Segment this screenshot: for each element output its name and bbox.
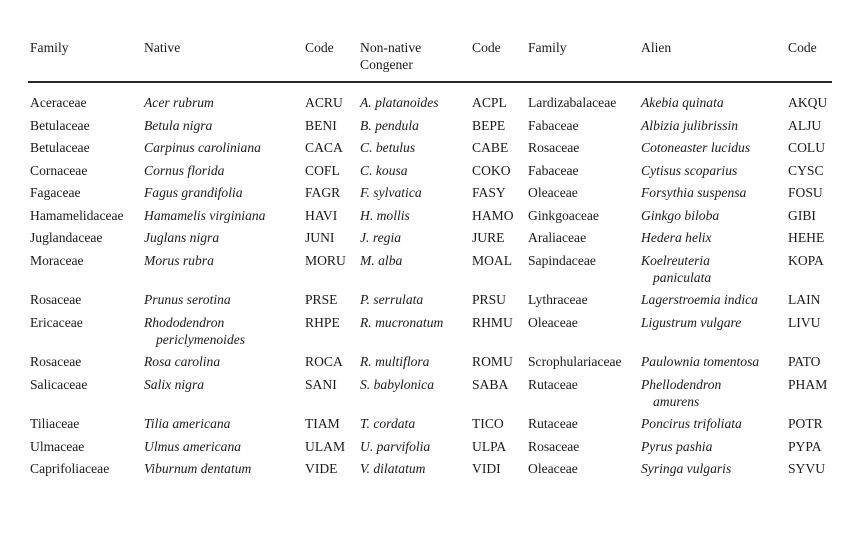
cell-native [142,460,303,483]
cell-code-native: JUNI [305,230,335,245]
table-header-row [28,36,832,82]
cell-code-congener: CABE [472,140,509,155]
cell-congener: T. cordata [360,416,416,431]
cell-native-line: Prunus serotina [144,292,231,307]
cell-native [142,415,303,438]
cell-native [142,207,303,230]
table-row [28,117,832,140]
cell-alien-line: Syringa vulgaris [641,461,732,476]
cell-code-alien: PATO [788,354,821,369]
cell-alien-line: Paulownia tomentosa [641,354,760,369]
cell-code-native: VIDE [305,461,338,476]
table-body [28,82,832,483]
cell-alien [639,162,786,185]
cell-code-congener: ACPL [472,95,507,110]
cell-native [142,117,303,140]
cell-alien [639,415,786,438]
cell-native [142,376,303,416]
cell-native [142,82,303,117]
cell-congener: S. babylonica [360,376,434,392]
cell-code-alien: SYVU [788,461,826,476]
cell-code-alien: LIVU [788,314,821,330]
cell-code-native: RHPE [305,314,340,330]
table-row [28,415,832,438]
cell-native [142,291,303,314]
cell-code-congener: RHMU [472,314,513,330]
header-family: Family [30,40,69,55]
cell-code-congener: COKO [472,162,511,178]
cell-alien-line: Albizia julibrissin [641,117,739,133]
cell-alien-family: Rutaceae [528,416,578,431]
cell-alien-family: Oleaceae [528,185,578,200]
cell-alien-line: Forsythia suspensa [641,185,747,200]
cell-code-congener: MOAL [472,252,513,268]
header-congener [358,36,470,82]
cell-congener: R. mucronatum [360,314,444,330]
cell-code-congener: PRSU [472,292,507,307]
cell-alien-line: Ginkgo biloba [641,207,720,223]
cell-code-congener: ROMU [472,354,513,369]
header-alien-family: Family [528,40,567,55]
cell-alien [639,184,786,207]
header-congener-line2: Congener [360,57,413,72]
cell-native [142,314,303,354]
cell-alien-family: Rosaceae [528,140,580,155]
cell-family: Cornaceae [30,162,88,178]
cell-code-alien: HEHE [788,230,825,245]
table-row [28,353,832,376]
table-row [28,291,832,314]
cell-alien-family: Fabaceae [528,162,579,178]
table-row [28,207,832,230]
cell-native-line: Rosa carolina [144,354,221,369]
cell-congener: R. multiflora [360,354,430,369]
table-row [28,162,832,185]
cell-family: Rosaceae [30,292,82,307]
cell-alien-family: Oleaceae [528,314,578,330]
cell-code-native: PRSE [305,292,338,307]
cell-code-alien: PHAM [788,376,828,392]
cell-alien-family: Ginkgoaceae [528,207,599,223]
cell-native [142,162,303,185]
table-row [28,460,832,483]
cell-native [142,252,303,292]
cell-code-native: COFL [305,162,340,178]
cell-code-congener: BEPE [472,117,506,133]
cell-code-alien: CYSC [788,162,824,178]
cell-native [142,229,303,252]
cell-congener: H. mollis [360,207,410,223]
cell-family: Tiliaceae [30,416,80,431]
cell-congener: C. betulus [360,140,416,155]
cell-native-line: Tilia americana [144,416,231,431]
cell-code-native: ACRU [305,95,343,110]
header-code-native: Code [305,40,334,55]
cell-native [142,184,303,207]
cell-congener: J. regia [360,230,402,245]
cell-native-line: Juglans nigra [144,230,220,245]
cell-congener: M. alba [360,252,403,268]
cell-alien-family: Rosaceae [528,438,580,454]
cell-native-line: Acer rubrum [144,95,214,110]
cell-code-native: SANI [305,376,337,392]
cell-congener: B. pendula [360,117,419,133]
cell-alien-line: Cytisus scoparius [641,162,738,178]
cell-alien-family: Oleaceae [528,461,578,476]
cell-alien-line: Pyrus pashia [641,438,713,454]
cell-native [142,438,303,461]
cell-alien [639,291,786,314]
cell-family: Ericaceae [30,314,83,330]
cell-alien-line: Lagerstroemia indica [641,292,758,307]
cell-alien [639,438,786,461]
cell-code-alien: POTR [788,416,823,431]
cell-congener: A. platanoides [360,95,439,110]
cell-family: Ulmaceae [30,438,85,454]
cell-alien-line: paniculata [653,269,712,285]
cell-alien-line: Phellodendron [641,376,722,392]
cell-alien [639,460,786,483]
cell-native-line: Carpinus caroliniana [144,140,261,155]
cell-code-congener: ULPA [472,438,507,454]
cell-congener: V. dilatatum [360,461,426,476]
cell-alien-line: Poncirus trifoliata [641,416,742,431]
cell-alien-line: Koelreuteria [641,252,710,268]
cell-code-congener: SABA [472,376,509,392]
cell-congener: F. sylvatica [360,185,422,200]
cell-native-line: Ulmus americana [144,438,242,454]
cell-family: Caprifoliaceae [30,461,110,476]
cell-code-native: FAGR [305,185,341,200]
cell-family: Rosaceae [30,354,82,369]
cell-native-line: Morus rubra [144,252,214,268]
cell-family: Juglandaceae [30,230,103,245]
table-row [28,139,832,162]
cell-code-alien: FOSU [788,185,823,200]
cell-alien-line: Hedera helix [641,230,712,245]
cell-code-alien: LAIN [788,292,821,307]
cell-code-native: CACA [305,140,343,155]
table-row [28,438,832,461]
cell-code-congener: HAMO [472,207,514,223]
cell-alien-line: Ligustrum vulgare [641,314,742,330]
cell-family: Betulaceae [30,140,90,155]
cell-family: Betulaceae [30,117,90,133]
cell-native [142,139,303,162]
cell-native-line: periclymenoides [156,331,246,347]
cell-alien-family: Araliaceae [528,230,587,245]
cell-alien [639,252,786,292]
cell-code-native: TIAM [305,416,340,431]
cell-code-congener: FASY [472,185,506,200]
cell-alien [639,207,786,230]
cell-native-line: Betula nigra [144,117,213,133]
cell-native [142,353,303,376]
cell-family: Hamamelidaceae [30,207,124,223]
cell-code-native: ROCA [305,354,343,369]
cell-alien [639,139,786,162]
table-row [28,229,832,252]
header-congener-line1: Non-native [360,40,422,55]
table-row [28,314,832,354]
header-native: Native [144,40,181,55]
cell-congener: C. kousa [360,162,408,178]
cell-alien-family: Fabaceae [528,117,579,133]
header-code-congener: Code [472,40,501,55]
cell-native-line: Viburnum dentatum [144,461,252,476]
cell-alien [639,229,786,252]
cell-family: Moraceae [30,252,84,268]
cell-alien [639,376,786,416]
cell-code-alien: KOPA [788,252,824,268]
cell-congener: P. serrulata [360,292,424,307]
cell-native-line: Fagus grandifolia [144,185,243,200]
cell-alien-family: Sapindaceae [528,252,596,268]
cell-code-alien: AKQU [788,95,828,110]
table-row [28,376,832,416]
header-code-alien: Code [788,40,817,55]
cell-alien-family: Rutaceae [528,376,578,392]
cell-code-alien: GIBI [788,207,816,223]
cell-code-native: HAVI [305,207,338,223]
cell-congener: U. parvifolia [360,438,431,454]
cell-family: Salicaceae [30,376,88,392]
header-alien: Alien [641,40,672,55]
cell-alien-line: Akebia quinata [641,95,724,110]
cell-code-alien: COLU [788,140,826,155]
cell-alien-family: Lardizabalaceae [528,95,617,110]
cell-code-alien: PYPA [788,438,822,454]
cell-code-congener: TICO [472,416,504,431]
cell-code-alien: ALJU [788,117,822,133]
cell-native-line: Salix nigra [144,376,205,392]
cell-code-native: MORU [305,252,346,268]
cell-code-congener: JURE [472,230,505,245]
cell-native-line: Hamamelis virginiana [144,207,266,223]
table-row [28,82,832,117]
cell-alien-family: Scrophulariaceae [528,354,622,369]
table-row [28,184,832,207]
cell-code-native: BENI [305,117,337,133]
species-table [28,36,832,483]
cell-family: Fagaceae [30,185,81,200]
table-row [28,252,832,292]
cell-code-native: ULAM [305,438,346,454]
cell-code-congener: VIDI [472,461,501,476]
cell-alien-line: Cotoneaster lucidus [641,140,751,155]
cell-alien [639,353,786,376]
cell-alien-line: amurens [653,393,700,409]
cell-alien [639,117,786,140]
cell-native-line: Cornus florida [144,162,225,178]
cell-alien-family: Lythraceae [528,292,588,307]
cell-native-line: Rhododendron [144,314,225,330]
cell-alien [639,82,786,117]
cell-family: Aceraceae [30,95,87,110]
cell-alien [639,314,786,354]
